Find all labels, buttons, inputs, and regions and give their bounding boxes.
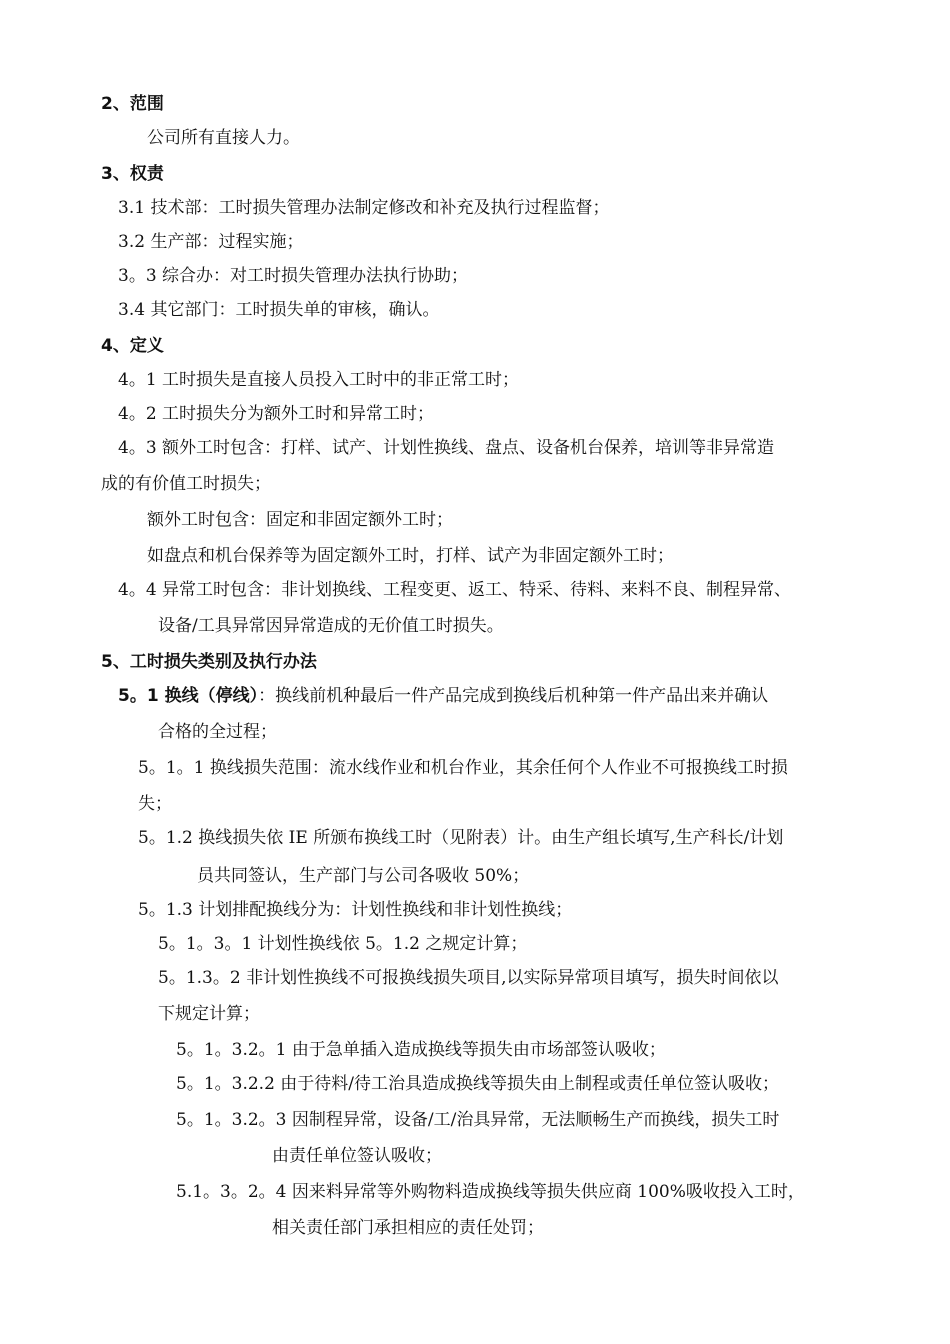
section-5-1-3-2-4-line1: 5.1。3。2。4 因来料异常等外购物料造成换线等损失供应商 100%吸收投入工时， <box>176 1182 805 1202</box>
section-4-3-line1: 4。3 额外工时包含：打样、试产、计划性换线、盘点、设备机台保养，培训等非异常造 <box>118 438 775 458</box>
section-4-4-line1: 4。4 异常工时包含：非计划换线、工程变更、返工、特采、待料、来料不良、制程异常、 <box>118 580 792 600</box>
section-5-1-line1 <box>118 684 768 708</box>
section-3-4: 3.4 其它部门：工时损失单的审核，确认。 <box>118 300 440 320</box>
section-3-heading: 3、权责 <box>101 164 164 184</box>
section-5-1-3-2-line1: 5。1.3。2 非计划性换线不可报换线损失项目,以实际异常项目填写，损失时间依以 <box>158 968 779 988</box>
section-5-1-2-line2: 员共同签认，生产部门与公司各吸收 50%； <box>197 866 530 886</box>
section-5-1-2-line1: 5。1.2 换线损失依 IE 所颁布换线工时（见附表）计。由生产组长填写,生产科长/计划 <box>138 828 784 848</box>
section-5-heading: 5、工时损失类别及执行办法 <box>101 652 317 672</box>
section-4-4-line2: 设备/工具异常因异常造成的无价值工时损失。 <box>158 616 504 636</box>
section-5-1-1-line1: 5。1。1 换线损失范围：流水线作业和机台作业，其余任何个人作业不可报换线工时损 <box>138 758 788 778</box>
section-5-1-text: ：换线前机种最后一件产品完成到换线后机种第一件产品出来并确认 <box>258 686 769 706</box>
section-5-1-3: 5。1.3 计划排配换线分为：计划性换线和非计划性换线； <box>138 900 573 920</box>
section-5-1-line2: 合格的全过程； <box>158 722 277 742</box>
section-2-heading: 2、范围 <box>101 94 164 114</box>
section-3-2: 3.2 生产部：过程实施； <box>118 232 304 252</box>
section-4-1: 4。1 工时损失是直接人员投入工时中的非正常工时； <box>118 370 520 390</box>
section-5-1-3-2-3-line2: 由责任单位签认吸收； <box>272 1146 442 1166</box>
section-3-3: 3。3 综合办：对工时损失管理办法执行协助； <box>118 266 469 286</box>
section-5-1-1-line2: 失； <box>138 794 172 814</box>
section-4-heading: 4、定义 <box>101 336 164 356</box>
section-5-1-label: 5。1 换线（停线） <box>118 686 259 706</box>
section-2-text: 公司所有直接人力。 <box>147 128 300 148</box>
section-5-1-3-1: 5。1。3。1 计划性换线依 5。1.2 之规定计算； <box>158 934 528 954</box>
section-4-2: 4。2 工时损失分为额外工时和异常工时； <box>118 404 435 424</box>
section-4-3-line4: 如盘点和机台保养等为固定额外工时，打样、试产为非固定额外工时； <box>147 546 674 566</box>
section-5-1-3-2-line2: 下规定计算； <box>158 1004 260 1024</box>
section-4-3-line2: 成的有价值工时损失； <box>101 474 271 494</box>
section-4-3-line3: 额外工时包含：固定和非固定额外工时； <box>147 510 453 530</box>
section-5-1-3-2-1: 5。1。3.2。1 由于急单插入造成换线等损失由市场部签认吸收； <box>176 1040 666 1060</box>
section-5-1-3-2-2: 5。1。3.2.2 由于待料/待工治具造成换线等损失由上制程或责任单位签认吸收； <box>176 1074 780 1094</box>
section-5-1-3-2-3-line1: 5。1。3.2。3 因制程异常，设备/工/治具异常，无法顺畅生产而换线，损失工时 <box>176 1110 780 1130</box>
section-3-1: 3.1 技术部：工时损失管理办法制定修改和补充及执行过程监督； <box>118 198 610 218</box>
section-5-1-3-2-4-line2: 相关责任部门承担相应的责任处罚； <box>272 1218 544 1238</box>
